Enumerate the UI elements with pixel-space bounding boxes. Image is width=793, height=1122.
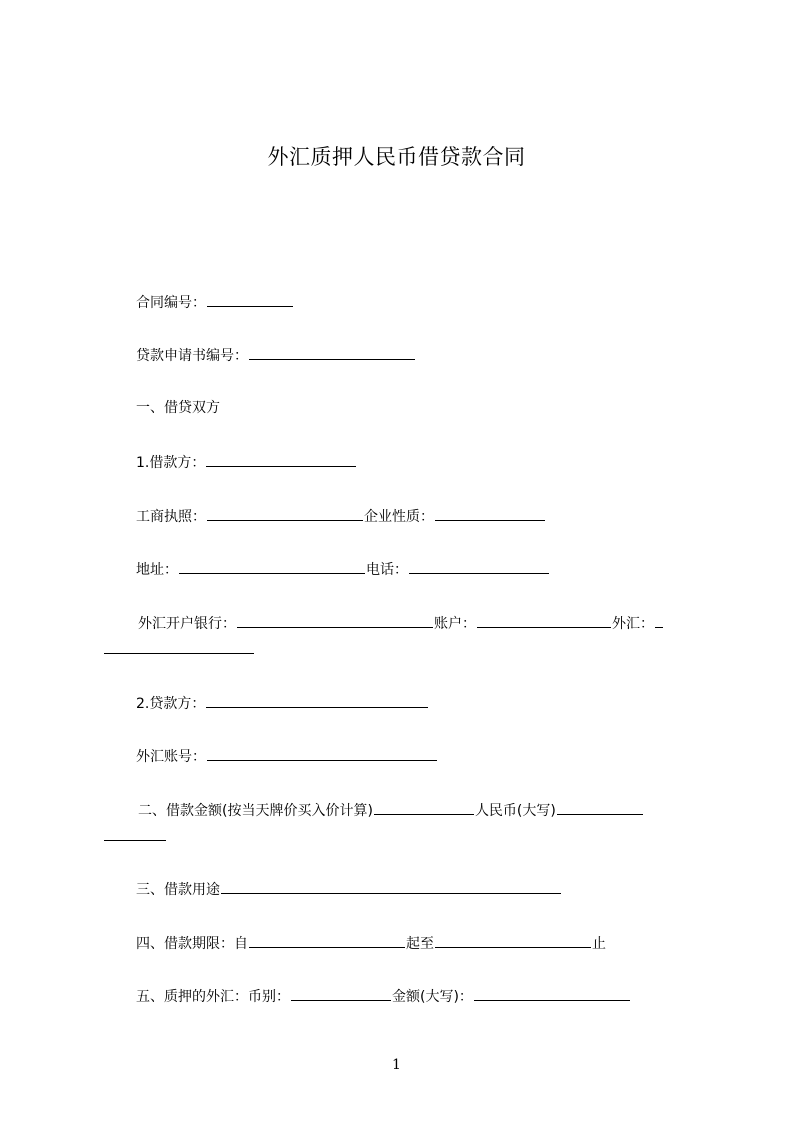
fx-bank-blank[interactable] [237,612,433,628]
account-label: 账户： [434,616,476,632]
address-label: 地址： [136,562,178,578]
fx-bank-row [138,612,664,634]
lender-row [136,692,429,714]
loan-amount-row [138,799,644,821]
section3-label: 三、借款用途 [136,882,220,898]
term-end-blank[interactable] [435,932,591,948]
borrower-blank[interactable] [206,451,356,467]
application-number-row [136,344,416,366]
business-license-blank[interactable] [207,505,363,521]
page-number: 1 [392,1057,401,1073]
license-row [136,505,546,527]
fx-account-row [136,745,438,767]
term-start-blank[interactable] [249,932,405,948]
fx-blank-continued[interactable] [104,638,254,654]
amount-capital-label: 金额(大写)： [392,989,473,1005]
contract-number-label: 合同编号： [136,295,206,311]
phone-label: 电话： [366,562,408,578]
from-to-label: 起至 [406,936,434,952]
business-license-label: 工商执照： [136,509,206,525]
fx-bank-label: 外汇开户银行： [138,616,236,632]
amount-capital-blank[interactable] [474,985,630,1001]
rmb-capital-blank-continued[interactable] [104,825,166,841]
enterprise-type-label: 企业性质： [364,509,434,525]
lender-blank[interactable] [206,692,428,708]
loan-purpose-blank[interactable] [221,878,561,894]
borrower-label: 1.借款方： [136,455,206,471]
fx-account-blank[interactable] [207,745,437,761]
pledged-fx-row [136,985,631,1007]
phone-blank[interactable] [409,558,549,574]
enterprise-type-blank[interactable] [435,505,545,521]
rmb-capital-label: 人民币(大写) [474,803,556,819]
rmb-capital-blank-start[interactable] [557,799,643,815]
fx-label: 外汇： [612,616,654,632]
section4-label: 四、借款期限：自 [136,936,248,952]
address-blank[interactable] [179,558,365,574]
contract-number-blank[interactable] [207,291,293,307]
account-blank[interactable] [477,612,611,628]
fx-account-label: 外汇账号： [136,749,206,765]
application-number-label: 贷款申请书编号： [136,348,248,364]
document-title: 外汇质押人民币借贷款合同 [267,145,526,169]
section1-heading: 一、借贷双方 [136,400,220,416]
loan-purpose-row [136,878,562,900]
address-row [136,558,550,580]
section5-label: 五、质押的外汇：币别： [136,989,290,1005]
contract-number-row [136,291,294,313]
currency-blank[interactable] [291,985,391,1001]
rmb-row-continuation [104,825,167,847]
end-label: 止 [592,936,606,952]
fx-row-continuation [104,638,255,660]
fx-blank-start[interactable] [655,612,663,628]
lender-label: 2.贷款方： [136,696,206,712]
application-number-blank[interactable] [249,344,415,360]
section2-label: 二、借款金额(按当天牌价买入价计算) [138,803,373,819]
loan-term-row [136,932,606,954]
loan-amount-blank[interactable] [374,799,474,815]
borrower-row [136,451,357,473]
